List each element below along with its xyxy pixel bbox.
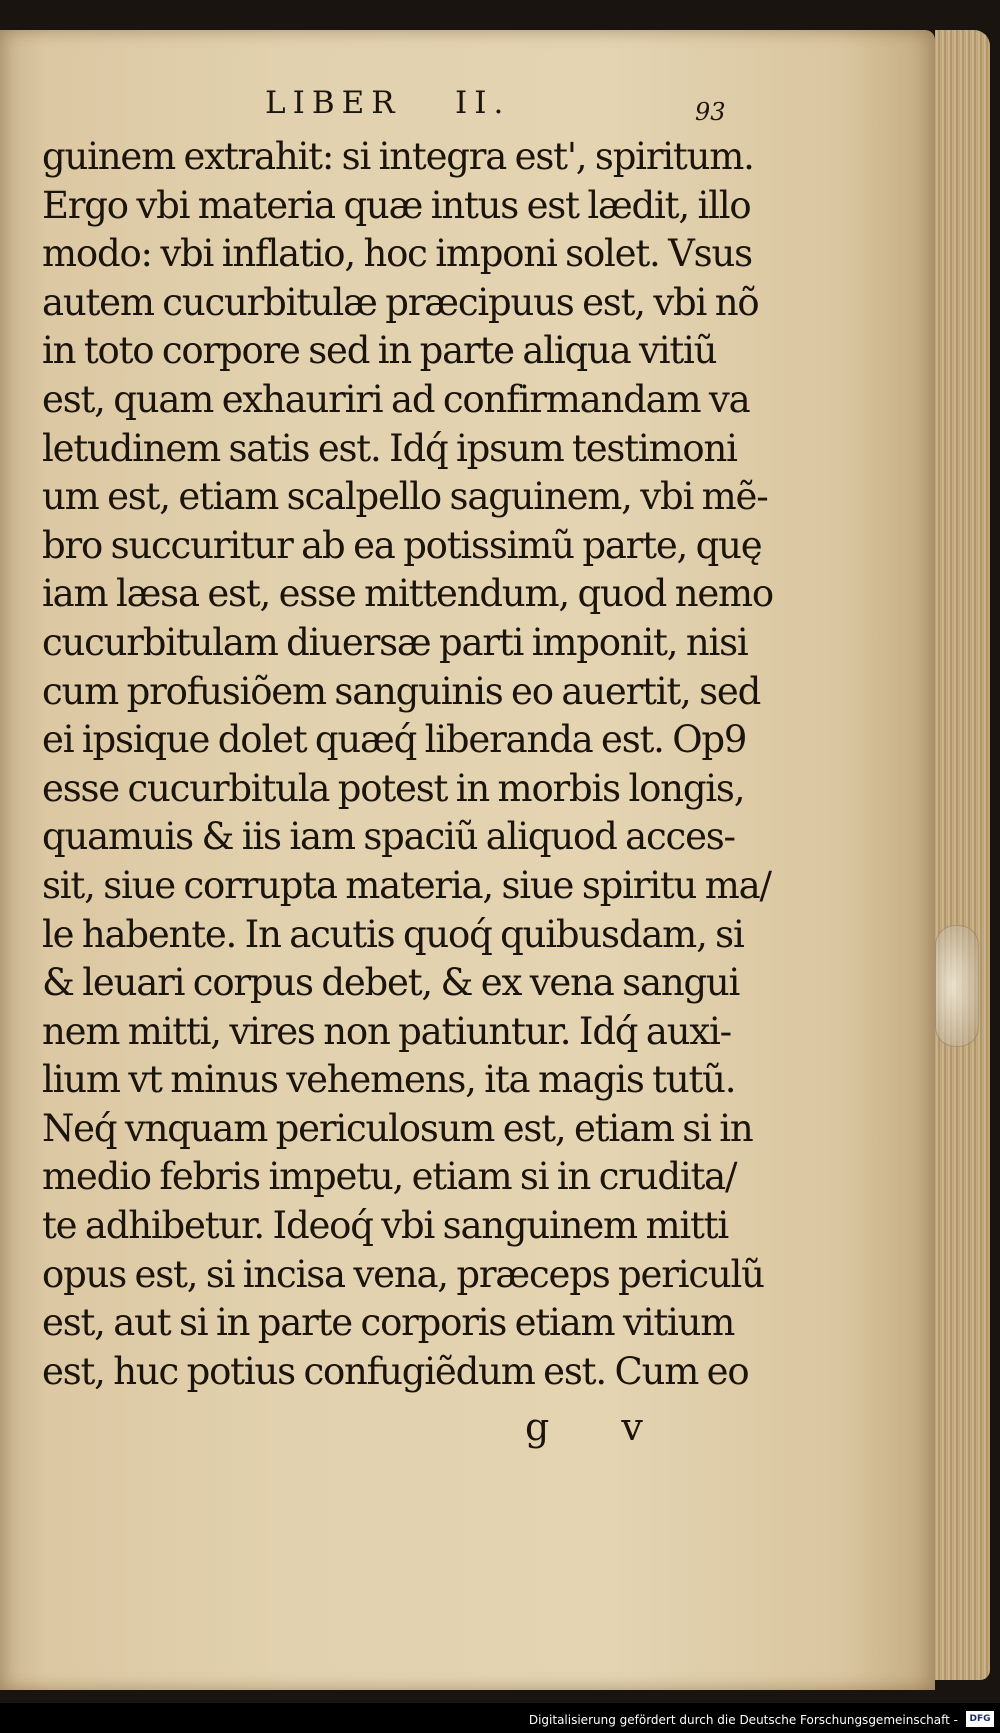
body-text (42, 133, 773, 1396)
text-line: & leuari corpus debet, & ex vena sangui (42, 961, 740, 1005)
text-line: sit, siue corrupta materia, siue spiritu ma/ (42, 863, 771, 907)
text-line: Neq́ vnquam periculosum est, etiam si in (42, 1106, 753, 1150)
text-line: ei ipsique dolet quæq́ liberanda est. Op9 (42, 718, 747, 762)
text-line: te adhibetur. Ideoq́ vbi sanguinem mitti (42, 1204, 728, 1248)
page-edges (935, 30, 990, 1680)
folio-number: 93 (695, 98, 726, 126)
text-line: autem cucurbitulæ præcipuus est, vbi nõ (42, 280, 759, 324)
text-line: bro succuritur ab ea potissimũ parte, quę (42, 523, 762, 567)
footer-credit: Digitalisierung gefördert durch die Deutsche Forschungsgemeinschaft - (528, 1713, 958, 1727)
text-line: le habente. In acutis quoq́ quibusdam, si (42, 912, 744, 956)
text-line: opus est, si incisa vena, præceps periculũ (42, 1252, 764, 1296)
text-line: letudinem satis est. Idq́ ipsum testimoni (42, 426, 737, 470)
text-line: medio febris impetu, etiam si in crudita/ (42, 1155, 737, 1199)
text-line: um est, etiam scalpello saguinem, vbi mẽ- (42, 475, 768, 519)
text-line: cucurbitulam diuersæ parti imponit, nisi (42, 620, 748, 664)
text-line: in toto corpore sed in parte aliqua vitiũ (42, 329, 717, 373)
dfg-logo: DFG (966, 1711, 994, 1727)
text-line: nem mitti, vires non patiuntur. Idq́ auxi- (42, 1009, 731, 1053)
text-line: lium vt minus vehemens, ita magis tutũ. (42, 1058, 736, 1102)
text-line: est, aut si in parte corporis etiam vitium (42, 1301, 735, 1345)
text-line: modo: vbi inflatio, hoc imponi solet. Vsus (42, 232, 752, 276)
running-title: LIBER (265, 85, 402, 121)
text-line: Ergo vbi materia quæ intus est lædit, illo (42, 183, 751, 227)
signature-mark: g v (525, 1405, 673, 1449)
text-line: cum profusiõem sanguinis eo auertit, sed (42, 669, 761, 713)
text-line: est, quam exhauriri ad confirmandam va (42, 377, 750, 421)
text-line: guinem extrahit: si integra est', spiritum. (42, 135, 754, 178)
page-tab-marker (935, 925, 979, 1047)
text-line: iam læsa est, esse mittendum, quod nemo (42, 572, 773, 616)
text-line: est, huc potius confugiẽdum est. Cum eo (42, 1349, 749, 1393)
book-number: II. (455, 85, 511, 121)
text-line: esse cucurbitula potest in morbis longis, (42, 766, 745, 810)
text-line: quamuis & iis iam spaciũ aliquod acces- (42, 815, 735, 859)
